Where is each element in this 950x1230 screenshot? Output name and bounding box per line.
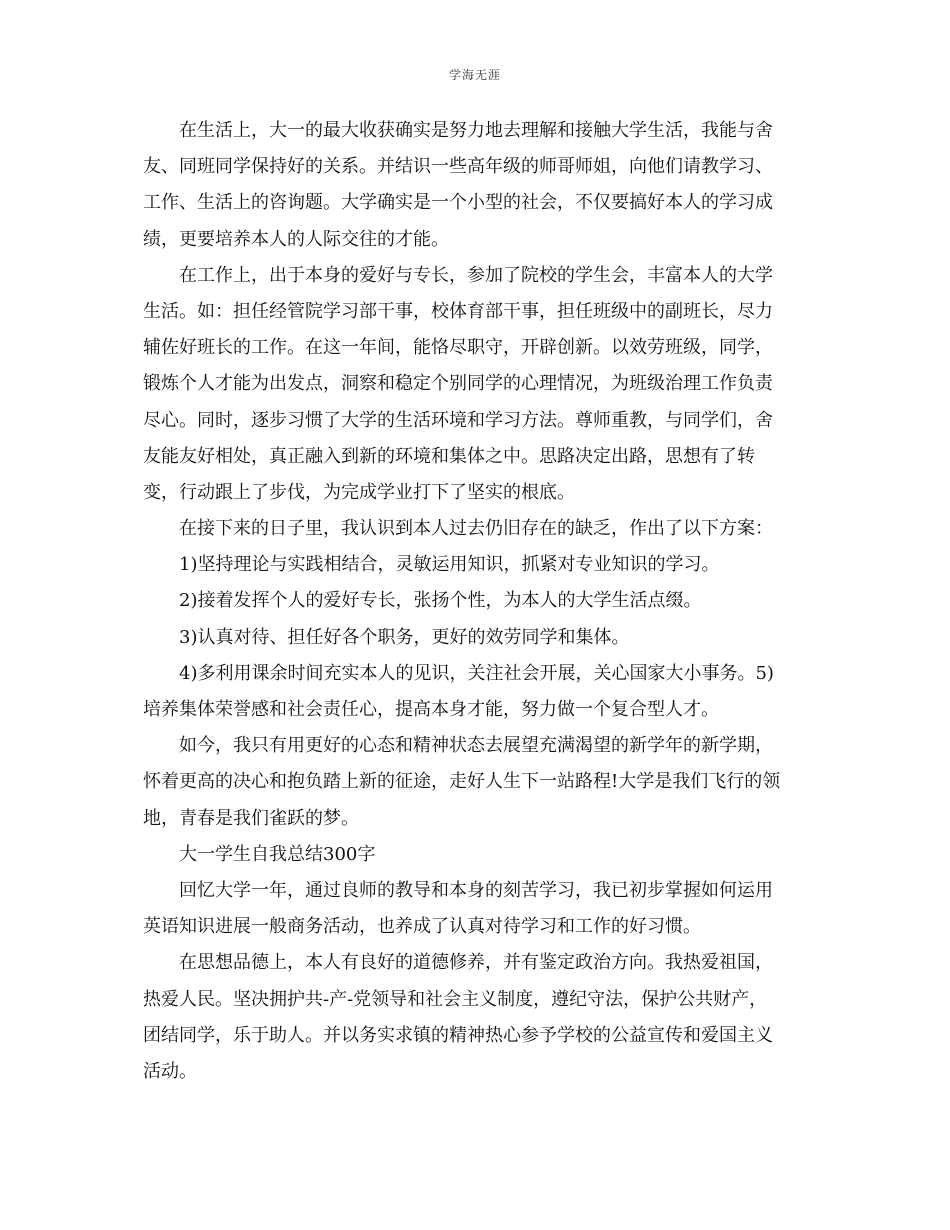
text-line: 热爱人民。坚决拥护共-产-党领导和社会主义制度，遵纪守法，保护公共财产， <box>143 988 768 1010</box>
text-line: 1)坚持理论与实践相结合，灵敏运用知识，抓紧对专业知识的学习。 <box>179 554 720 576</box>
text-line: 变，行动跟上了步伐，为完成学业打下了坚实的根底。 <box>143 481 575 503</box>
text-line: 活动。 <box>143 1060 197 1082</box>
text-line: 生活。如：担任经管院学习部干事，校体育部干事，担任班级中的副班长，尽力 <box>143 300 773 322</box>
text-line: 回忆大学一年，通过良师的教导和本身的刻苦学习，我已初步掌握如何运用 <box>179 879 773 901</box>
text-line: 辅佐好班长的工作。在这一年间，能恪尽职守，开辟创新。以效劳班级，同学， <box>143 337 773 359</box>
text-line: 4)多利用课余时间充实本人的见识，关注社会开展，关心国家大小事务。5) <box>179 662 774 684</box>
text-line: 地，青春是我们雀跃的梦。 <box>143 807 359 829</box>
text-line: 3)认真对待、担任好各个职务，更好的效劳同学和集体。 <box>179 626 630 648</box>
text-line: 如今，我只有用更好的心态和精神状态去展望充满渴望的新学年的新学期， <box>179 735 773 757</box>
text-line: 锻炼个人才能为出发点，洞察和稳定个别同学的心理情况，为班级治理工作负责 <box>143 373 773 395</box>
text-line: 工作、生活上的咨询题。大学确实是一个小型的社会，不仅要搞好本人的学习成 <box>143 192 773 214</box>
text-line: 英语知识进展一般商务活动，也养成了认真对待学习和工作的好习惯。 <box>143 916 701 938</box>
text-line: 团结同学，乐于助人。并以务实求镇的精神热心参予学校的公益宣传和爱国主义 <box>143 1024 773 1046</box>
text-line: 大一学生自我总结300字 <box>179 843 376 865</box>
text-line: 培养集体荣誉感和社会责任心，提高本身才能，努力做一个复合型人才。 <box>143 699 719 720</box>
text-line: 尽心。同时，逐步习惯了大学的生活环境和学习方法。尊师重教，与同学们，舍 <box>143 409 773 431</box>
text-line: 在接下来的日子里，我认识到本人过去仍旧存在的缺乏，作出了以下方案： <box>179 518 773 540</box>
text-line: 在思想品德上，本人有良好的道德修养，并有鉴定政治方向。我热爱祖国， <box>179 952 773 974</box>
text-line: 2)接着发挥个人的爱好专长，张扬个性，为本人的大学生活点缀。 <box>179 590 702 612</box>
text-line: 在生活上，大一的最大收获确实是努力地去理解和接触大学生活，我能与舍 <box>179 120 773 141</box>
text-line: 怀着更高的决心和抱负踏上新的征途，走好人生下一站路程!大学是我们飞行的领 <box>143 771 781 793</box>
text-line: 在工作上，出于本身的爱好与专长，参加了院校的学生会，丰富本人的大学 <box>179 264 773 286</box>
document-body <box>143 113 807 1090</box>
text-line: 绩，更要培养本人的人际交往的才能。 <box>143 228 449 250</box>
page-header: 学海无涯 <box>448 68 501 82</box>
text-line: 友能友好相处，真正融入到新的环境和集体之中。思路决定出路，思想有了转 <box>143 445 755 467</box>
text-line: 友、同班同学保持好的关系。并结识一些高年级的师哥师姐，向他们请教学习、 <box>143 156 773 178</box>
